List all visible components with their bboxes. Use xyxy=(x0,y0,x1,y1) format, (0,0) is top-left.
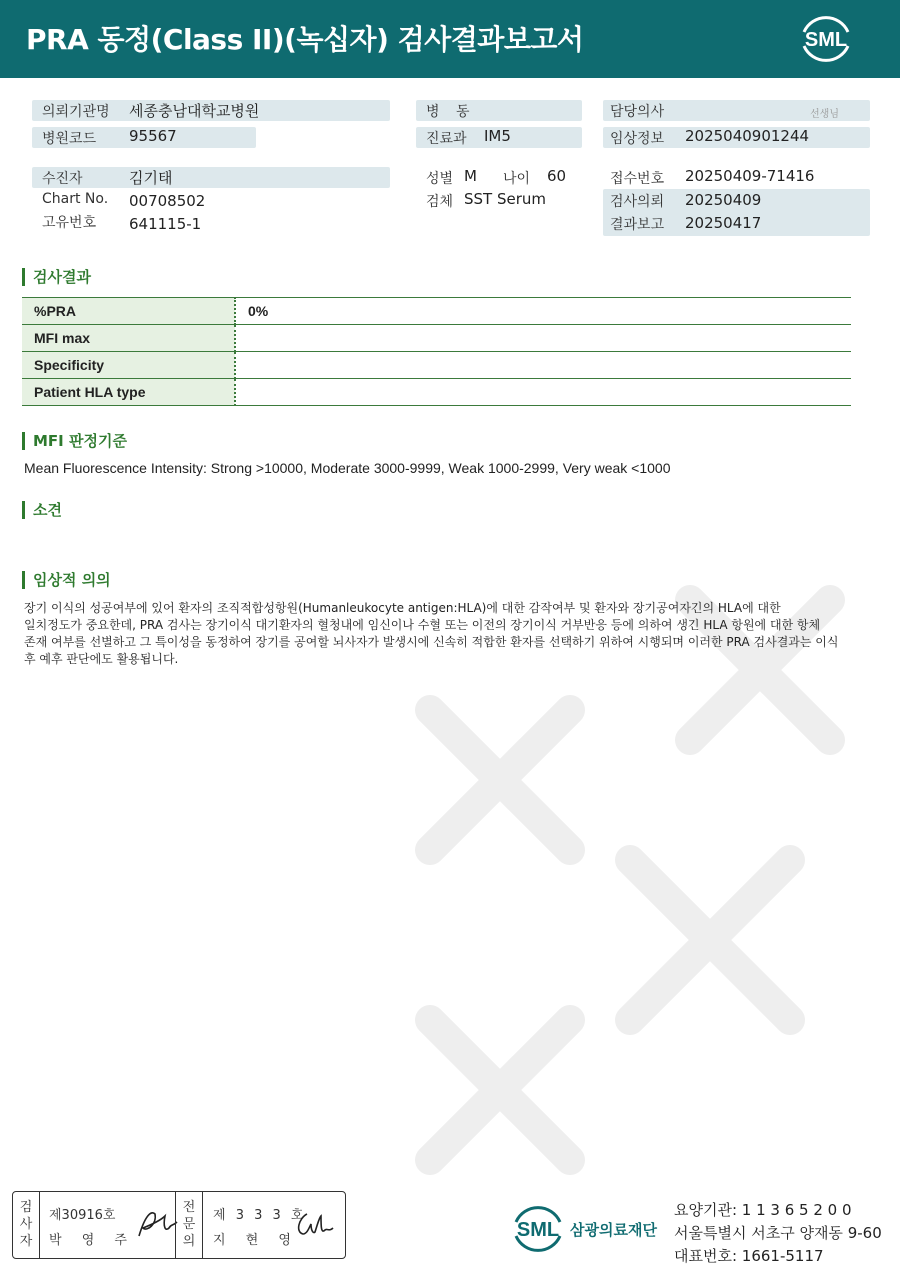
mfi-criteria-text: Mean Fluorescence Intensity: Strong >10000, Moderate 3000-9999, Weak 1000-2999, Very weak <1000 xyxy=(24,460,671,476)
receipt-label: 접수번호 xyxy=(610,171,665,187)
org-phone: 대표번호: 1661-5117 xyxy=(674,1247,824,1265)
table-row xyxy=(22,352,851,379)
result-key: MFI max xyxy=(22,325,235,352)
doctor-label: 담당의사 xyxy=(610,104,665,120)
sml-logo xyxy=(796,10,856,66)
clinical-meaning-line: 후 예후 판단에도 활용됩니다. xyxy=(24,652,179,666)
specialist-license-no: 제 3 3 3 호 xyxy=(213,1208,307,1223)
clinical-meaning-line: 장기 이식의 성공여부에 있어 환자의 조직적합성항원(Humanleukocyte antigen:HLA)에 대한 감작여부 및 환자와 장기공여자긴의 HLA에 대한 xyxy=(24,601,781,615)
signature-box xyxy=(12,1191,346,1259)
institution-code: 요양기관: 1 1 3 6 5 2 0 0 xyxy=(674,1201,852,1219)
hospital-label: 의뢰기관명 xyxy=(42,104,110,120)
result-value xyxy=(235,379,851,406)
dept-value: IM5 xyxy=(484,127,511,145)
specialist-signature xyxy=(293,1206,339,1242)
specialist-label: 전 문 의 xyxy=(182,1200,196,1249)
clinical-meaning-line: 일치정도가 중요한데, PRA 검사는 장기이식 대기환자의 혈청내에 임신이나 수혈 또는 이전의 장기이식 거부반응 등에 의하여 생긴 HLA 항원에 대한 항체 xyxy=(24,618,821,632)
results-table xyxy=(22,297,851,406)
age-value: 60 xyxy=(547,167,567,185)
chart-label: Chart No. xyxy=(42,191,109,207)
clinical-meaning-line: 존재 여부를 선별하고 그 특이성을 동정하여 장기를 공여할 뇌사자가 발생시에 신속히 적합한 환자를 선택하기 위하여 시행되며 이러한 PRA 검사결과는 이식 xyxy=(24,635,839,649)
code-label: 병원코드 xyxy=(42,131,97,147)
doctor-suffix: 선생님 xyxy=(810,109,839,120)
specialist-name: 지 현 영 xyxy=(213,1233,299,1248)
inspector-license-no: 제30916호 xyxy=(49,1208,116,1223)
report-title: PRA 동정(Class II)(녹십자) 검사결과보고서 xyxy=(26,23,584,56)
result-key: Specificity xyxy=(22,352,235,379)
sml-footer-logo xyxy=(508,1200,568,1256)
org-address: 서울특별시 서초구 양재동 9-60 xyxy=(674,1224,882,1242)
result-key: Patient HLA type xyxy=(22,379,235,406)
clinical-label: 임상정보 xyxy=(610,131,665,147)
org-name: 삼광의료재단 xyxy=(570,1221,657,1239)
result-value: 0% xyxy=(235,298,851,325)
result-key: %PRA xyxy=(22,298,235,325)
request-label: 검사의뢰 xyxy=(610,194,665,210)
patient-bar xyxy=(32,167,390,188)
chart-value: 00708502 xyxy=(129,192,206,210)
age-label: 나이 xyxy=(503,171,531,187)
specimen-label: 검체 xyxy=(426,194,454,210)
result-value xyxy=(235,325,851,352)
dept-label: 진료과 xyxy=(426,131,467,147)
sex-label: 성별 xyxy=(426,171,454,187)
patient-label: 수진자 xyxy=(42,171,83,187)
inspector-name: 박 영 주 xyxy=(49,1233,135,1248)
mfi-section-title: MFI 판정기준 xyxy=(22,432,127,450)
code-value: 95567 xyxy=(129,127,177,145)
clinical-value: 2025040901244 xyxy=(685,127,810,145)
table-row xyxy=(22,325,851,352)
uid-value: 641115-1 xyxy=(129,215,202,233)
svg-text:SML: SML xyxy=(516,1219,560,1241)
svg-text:SML: SML xyxy=(804,29,848,51)
table-row xyxy=(22,379,851,406)
opinion-section-title: 소견 xyxy=(22,501,62,519)
patient-value: 김기태 xyxy=(129,169,173,187)
inspector-signature xyxy=(135,1206,179,1242)
sex-value: M xyxy=(464,167,477,185)
result-value xyxy=(235,352,851,379)
specimen-value: SST Serum xyxy=(464,190,547,208)
report-date-value: 20250417 xyxy=(685,214,762,232)
ward-label: 병 동 xyxy=(426,104,476,120)
inspector-label: 검 사 자 xyxy=(19,1200,33,1249)
receipt-value: 20250409-71416 xyxy=(685,167,815,185)
clinical-meaning-text xyxy=(24,600,854,668)
uid-label: 고유번호 xyxy=(42,215,97,231)
request-value: 20250409 xyxy=(685,191,762,209)
hospital-value: 세종충남대학교병원 xyxy=(129,102,260,120)
report-header xyxy=(0,0,900,78)
report-date-label: 결과보고 xyxy=(610,217,665,233)
table-row xyxy=(22,298,851,325)
results-section-title: 검사결과 xyxy=(22,268,91,286)
clinical-meaning-section-title: 임상적 의의 xyxy=(22,571,111,589)
